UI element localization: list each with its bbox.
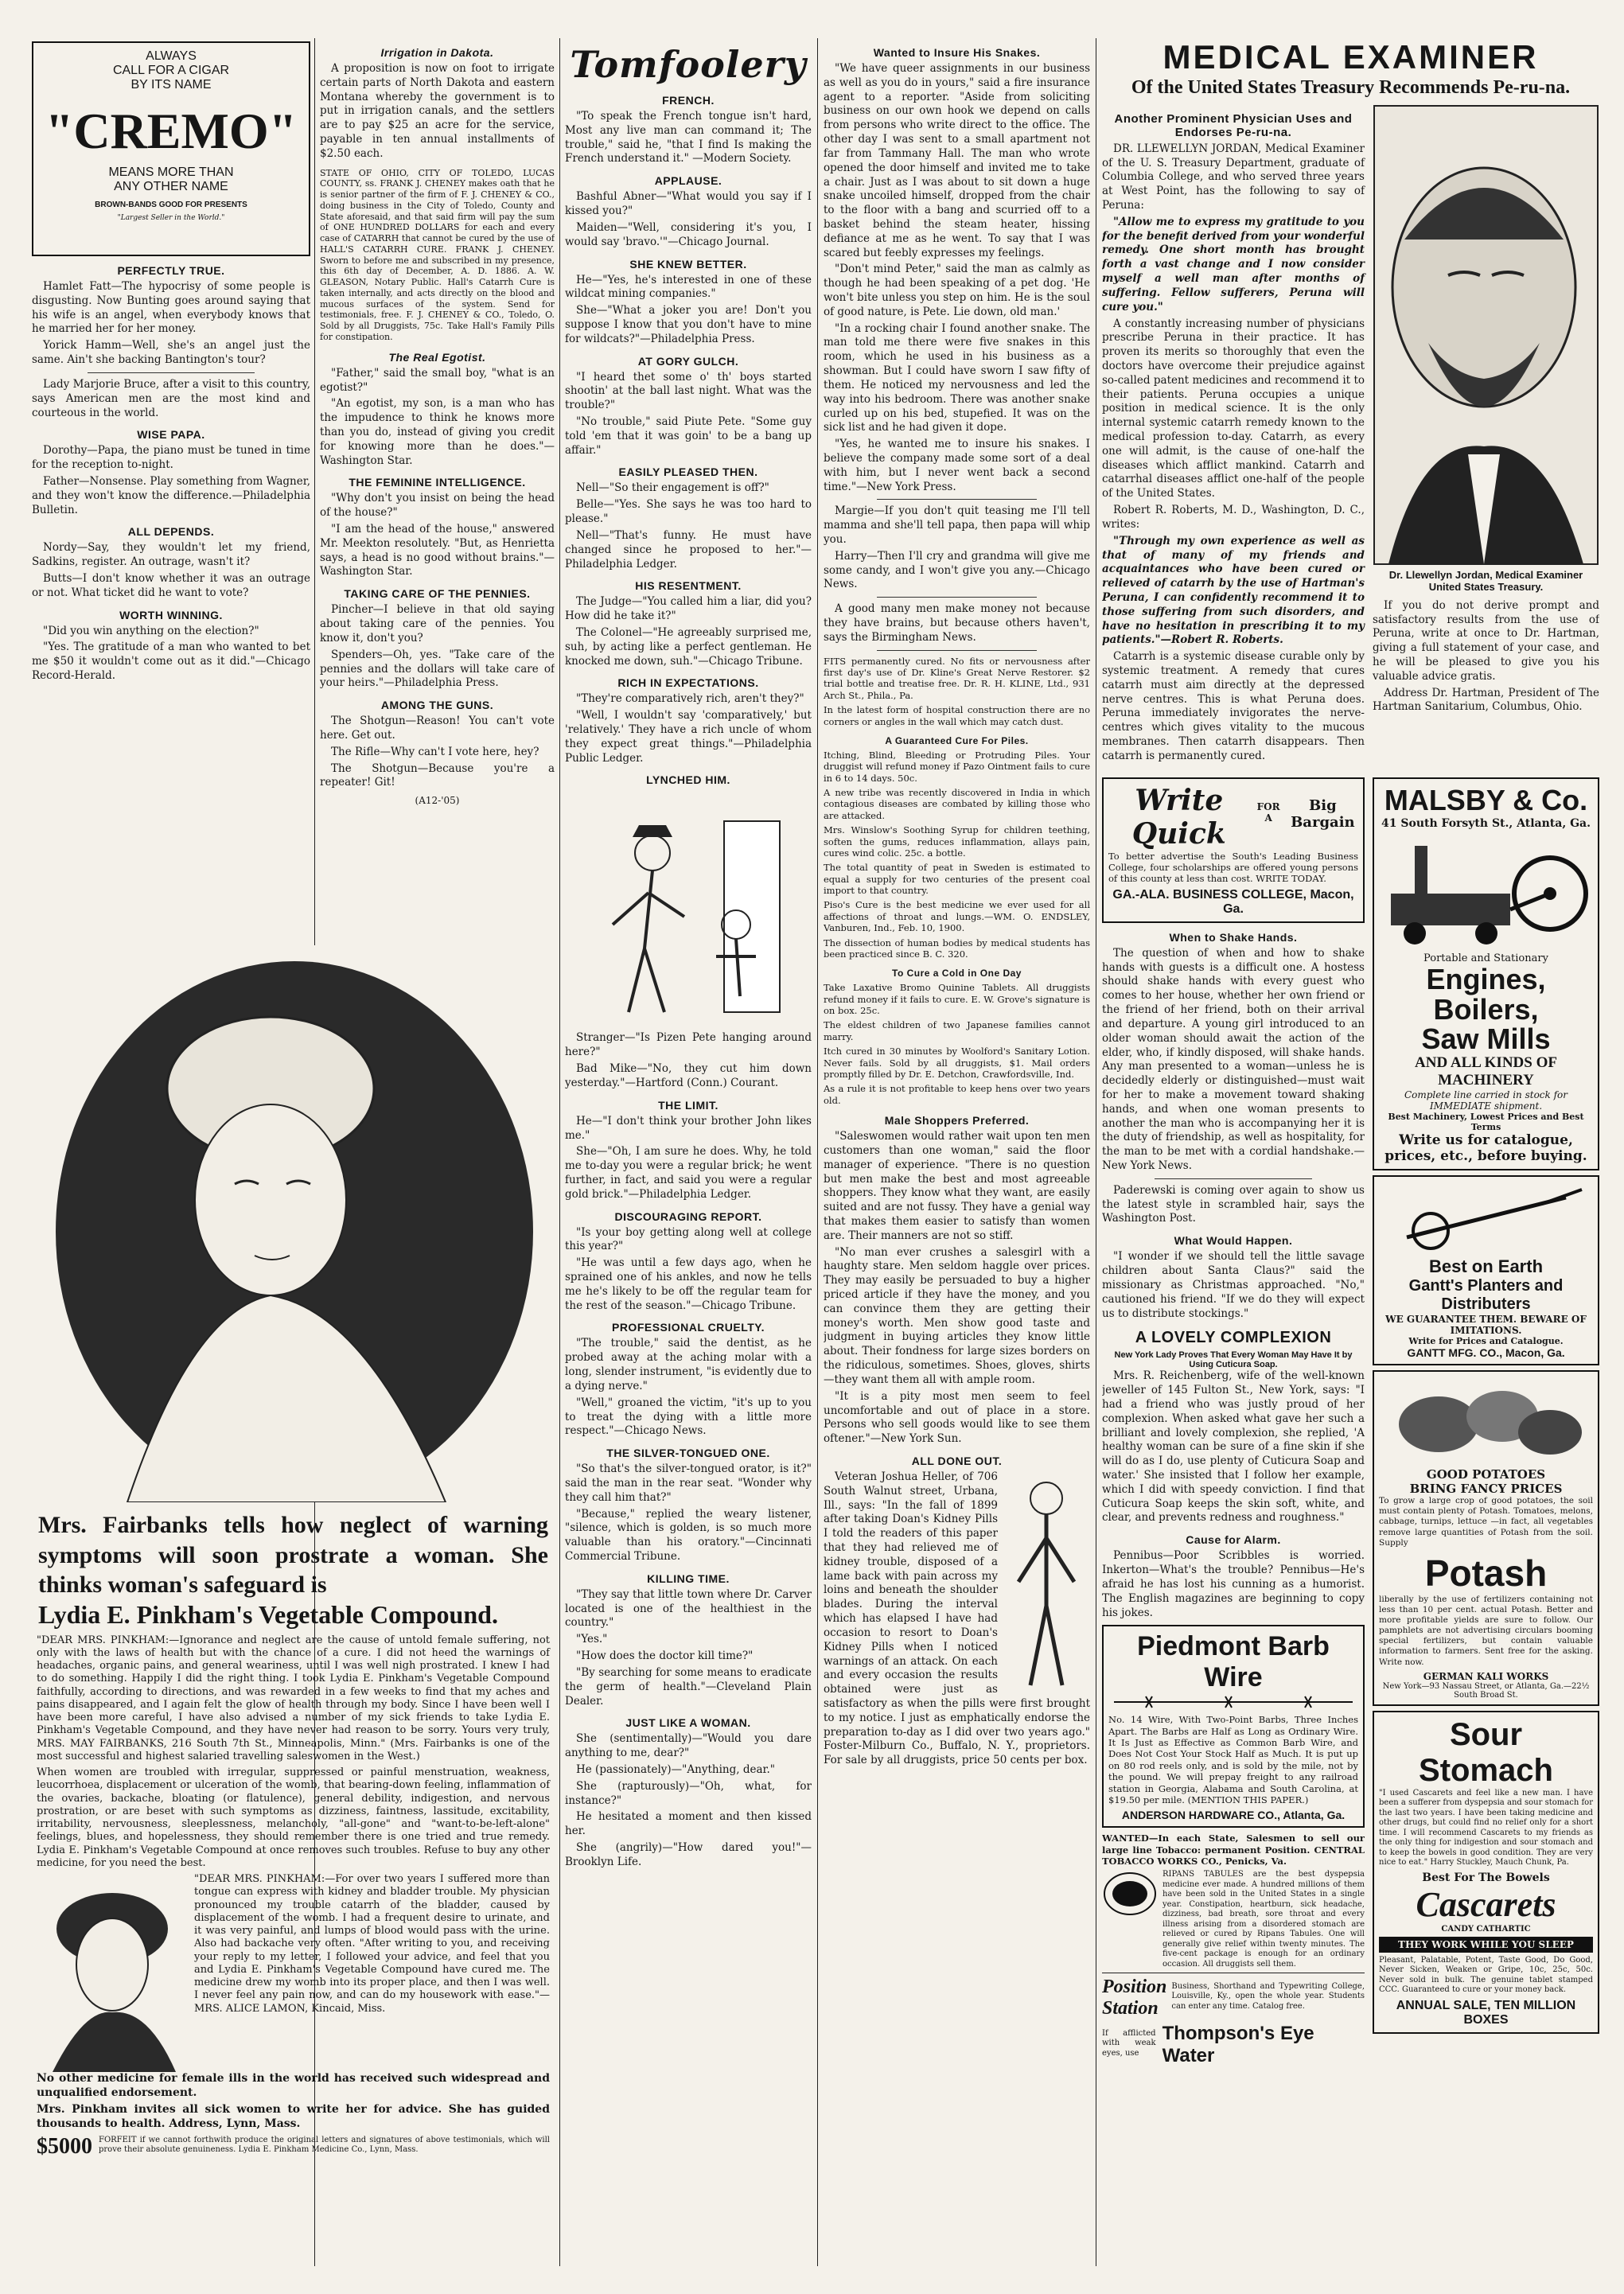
article-text: Paderewski is coming over again to show us the latest style in scrambled hair, says the Washington Post. (1102, 1183, 1365, 1225)
article-text: Yorick Hamm—Well, she's an angel just the same. Ain't she backing Bantington's tour? (32, 339, 310, 367)
article-text: He—"I don't think your brother John likes me." (565, 1114, 812, 1142)
cascarets-brand: Cascarets (1416, 1884, 1556, 1924)
notice-text: Take Laxative Bromo Quinine Tablets. All druggists refund money if it fails to cure. E. W. Grove's signature is on box. 25c. (824, 982, 1090, 1017)
article-text: "Why don't you insist on being the head of the house?" (320, 492, 555, 520)
cascarets-text: Pleasant, Palatable, Potent, Taste Good, Do Good, Never Sicken, Weaken or Gripe, 10c, 25c, 50c. Never sold in bulk. The genuine tablet stamped CCC. Guaranteed to cure or your money back. (1379, 1955, 1593, 1995)
headline: Wanted to Insure His Snakes. (873, 46, 1041, 59)
tomfoolery-title: Tomfoolery (570, 43, 807, 86)
cascarets-title: Sour Stomach (1419, 1716, 1553, 1788)
article-text: A constantly increasing number of physicians prescribe Peruna in their practice. It has proven its merits so thoroughly that even the doctors have overcome their prejudice against so-called patent medicines and recommend it to their patients. Peruna occupies a unique position in medical science. It is the only internal systemic catarrh remedy known to the medical profession to-day. Catarrh, as every one will admit, is the cause of one-half the diseases which afflict mankind. Catarrh and catarrhal diseases afflict one-half of the people of the United States. (1102, 317, 1365, 500)
headline: JUST LIKE A WOMAN. (625, 1716, 751, 1730)
article-text: She (rapturously)—"Oh, what, for instance?" (565, 1779, 812, 1807)
pinkham-text: When women are troubled with irregular, suppressed or painful menstruation, weakness, leucorrhoea, displacement or ulceration of the womb, that bearing-down feeling, inflammation of the ovaries, backache, bloating (or flatulence), general debility, indigestion, and nervous prostration, or are beset with such symptoms as dizziness, faintness, lassitude, excitability, irritability, nervousness, sleeplessness, melancholy, "all-gone" and "want-to-be-left-alone" feelings, blues, and hopelessness, they should remember there is one tried and true remedy. Lydia E. Pinkham's Vegetable Compound at once removes such troubles. Refuse to buy any other medicine, for you need the best. (37, 1766, 550, 1869)
article-text: "So that's the silver-tongued orator, is it?" said the man in the rear seat. "Wonder why they call him that?" (565, 1462, 812, 1504)
article-text: Catarrh is a systemic disease curable only by systemic treatment. A remedy that cures catarrh must aim directly at the depressed nerve centres. This is what Peruna does. Peruna immediately invigorates the nerve-centres which gives vitality to the mucous membranes. Then catarrh disappears. Then catarrh is permanently cured. (1102, 650, 1365, 762)
article-text: "I wonder if we should tell the little savage children about Santa Claus?" said the missionary as Christmas approached. "No," cautioned his friend. "If we do they will expect us to distribute stockings." (1102, 1250, 1365, 1320)
malsby-big: Engines, Boilers, (1426, 962, 1546, 1026)
separator (877, 650, 1037, 651)
notice-text: The total quantity of peat in Sweden is estimated to equal a supply for two centuries of the present coal import to that country. (824, 862, 1090, 897)
gantt-best: Best on Earth (1428, 1256, 1544, 1277)
malsby-text: Complete line carried in stock for IMMEDIATE shipment. (1404, 1089, 1568, 1112)
article-text: "Allow me to express my gratitude to you for the benefit derived from your wonderful remedy. One short month has brought forth a vast change and I now consider myself a well man after months of suffering. Fellow sufferers, Peruna will cure you." (1102, 215, 1365, 314)
article-text: Robert R. Roberts, M. D., Washington, D. C., writes: (1102, 504, 1365, 531)
headline: Cause for Alarm. (1186, 1533, 1281, 1547)
plow-illustration (1383, 1182, 1590, 1253)
article-text: "An egotist, my son, is a man who has the impudence to think he knows more than you do, instead of giving you credit for knowing more than he does."—Washington Star. (320, 397, 555, 467)
ad-for: FOR A (1256, 800, 1280, 824)
headline: A Guaranteed Cure For Piles. (885, 734, 1029, 746)
ad-name: ANDERSON HARDWARE CO., Atlanta, Ga. (1121, 1809, 1346, 1822)
article-text: "Yes." (576, 1633, 608, 1646)
notice-text: The eldest children of two Japanese families cannot marry. (824, 1019, 1090, 1042)
headline: THE LIMIT. (658, 1098, 719, 1112)
article-text: "I heard thet some o' th' boys started shootin' at the ball last night. What was the trouble?" (565, 370, 812, 412)
article-text: "They say that little town where Dr. Carver located is one of the healthiest in the country." (565, 1587, 812, 1630)
article-text: Harry—Then I'll cry and grandma will give me some candy, and I won't give you any.—Chicago News. (824, 549, 1090, 591)
article-text: The Shotgun—Reason! You can't vote here. Get out. (320, 715, 555, 742)
article-text: "He was until a few days ago, when he sprained one of his ankles, and now he tells me he's likely to be off the regular team for the rest of the season."—Chicago Tribune. (565, 1256, 812, 1312)
article-text: "We have queer assignments in our business as well as you do in yours," said a fire insurance agent to a reporter. "Aside from soliciting business on our own hook we depend on calls from persons who write direct to the office. The other day I was sent to a small apartment not far from Tammany Hall. The man who wrote opened the door himself and invited me to take a chair. Just as I was about to sit down a huge snake uncoiled himself, dropped from the chair to the floor with a bang and scurried off to a basket behind the steam heater, hissing defiance at me as he went. To say that I was scared but feebly expresses my feelings. (824, 62, 1090, 259)
column-2 (320, 38, 555, 937)
article-text: Veteran Joshua Heller, of 706 South Walnut street, Urbana, Ill., says: "In the fall of 1899 after taking Doan's Kidney Pills I told the readers of this paper that they had relieved me of kidney trouble, disposed of a lame back with pain across my loins and beneath the shoulder blades. During the interval which has elapsed I have had occasion to resort to Doan's Kidney Pills when I noticed warnings of an attack. On each and every occasion the results obtained were just as satisfactory as when the pills were first brought to my notice. I just as emphatically endorse the preparation to-day as I did over two years ago." Foster-Milburn Co., Buffalo, N. Y., proprietors. For sale by all druggists, price 50 cents per box. (824, 1470, 1090, 1767)
ad-line: "Largest Seller in the World." (117, 214, 225, 222)
article-text: "I am the head of the house," answered Mr. Meekton resolutely. "But, as Henrietta says, a head is no good without brains."—Washington Star. (320, 523, 555, 578)
cartoon-illustration (565, 789, 812, 1028)
article-text: "Well, I wouldn't say 'comparatively,' but 'relatively.' They have a rich uncle of whom they expect great things."—Philadelphia Public Ledger. (565, 709, 812, 765)
article-text: Bad Mike—"No, they cut him down yesterday."—Hartford (Conn.) Courant. (565, 1062, 812, 1089)
potash-h: GOOD POTATOES (1426, 1467, 1546, 1482)
article-text: Address Dr. Hartman, President of The Hartman Sanitarium, Columbus, Ohio. (1373, 686, 1599, 714)
article-text: The Shotgun—Because you're a repeater! Git! (320, 761, 555, 789)
ad-line: ALWAYS (146, 49, 197, 63)
malsby-big: Saw Mills (1421, 1022, 1551, 1056)
tobacco-notice: WANTED—In each State, Salesmen to sell our large line Tobacco: permanent Position. CENTRAL TOBACCO WORKS CO., Penicks, Va. (1102, 1832, 1365, 1868)
notice-text: As a rule it is not profitable to keep hens over two years old. (824, 1083, 1090, 1106)
article-text: "Well," groaned the victim, "it's up to you to treat the dying with a little more respect."—Chicago News. (565, 1396, 812, 1438)
article-text: She (angrily)—"How dared you!"—Brooklyn Life. (565, 1841, 812, 1868)
headline: PROFESSIONAL CRUELTY. (611, 1321, 765, 1334)
forfeit-amount: $5000 (37, 2134, 92, 2159)
separator (877, 499, 1037, 500)
article-text: If you do not derive prompt and satisfactory results from the use of Peruna, write at once to Dr. Hartman, giving a full statement of your case, and he will be pleased to give you his valuable advice gratis. (1373, 598, 1599, 683)
headline: Another Prominent Physician Uses and Endorses Pe-ru-na. (1114, 111, 1353, 139)
cascarets-best: Best For The Bowels (1422, 1871, 1550, 1884)
separator (88, 372, 255, 373)
article-text: Pennibus—Poor Scribbles is worried. Inkerton—What's the trouble? Pennibus—He's afraid he has lost his cunning as a humorist. The English magazines are beginning to copy his jokes. (1102, 1549, 1365, 1619)
malsby-title: MALSBY & Co. (1384, 783, 1588, 816)
potash-big: Potash (1424, 1552, 1548, 1594)
malsby-ad (1373, 777, 1599, 1170)
potatoes-illustration (1383, 1377, 1590, 1464)
article-text: The Judge—"You called him a liar, did you? How did he take it?" (565, 595, 812, 623)
notice-text: The dissection of human bodies by medical students has been practiced since B. C. 320. (824, 937, 1090, 960)
gantt-name: GANTT MFG. CO., Macon, Ga. (1407, 1346, 1565, 1360)
potash-addr: New York—93 Nassau Street, or Atlanta, Ga.—22½ South Broad St. (1382, 1681, 1590, 1700)
headline: The Real Egotist. (388, 350, 486, 364)
article-text: "Saleswomen would rather wait upon ten men customers than one woman," said the floor manager of experience. "There is no question but men make the best and most agreeable shoppers. They know what they want, are easily suited and are not fussy. They have a genial way that makes them easier to satisfy than women are. Their manners are not so stiff. (824, 1130, 1090, 1242)
headline: To Cure a Cold in One Day (892, 968, 1022, 980)
notice-text: A new tribe was recently discovered in India in which contagious diseases are combated by killing those who are attacked. (824, 787, 1090, 821)
article-text: Bashful Abner—"What would you say if I kissed you?" (565, 190, 812, 218)
headline: A LOVELY COMPLEXION (1135, 1329, 1332, 1347)
column-3 (565, 38, 812, 2266)
pinkham-letter: "DEAR MRS. PINKHAM:—For over two years I suffered more than tongue can express with kidney and bladder trouble. My physician pronounced my trouble catarrh of the bladder, caused by displacement of the womb. I had a frequent desire to urinate, and it was very painful, and lumps of blood would pass with the urine. Also had backache very often. "After writing to you, and receiving your reply to my letter, I followed your advice, and feel that you and Lydia E. Pinkham's Vegetable Compound have cured me. The medicine drew my womb into its proper place, and then I was well. I never feel any pain now, and can do my housework with ease."—MRS. ALICE LAMON, Kincaid, Miss. (194, 1873, 550, 2015)
pinkham-footer: Mrs. Pinkham invites all sick women to write her for advice. She has guided thousands to health. Address, Lynn, Mass. (37, 2103, 550, 2130)
pinkham-footer: No other medicine for female ills in the world has received such widespread and unqualified endorsement. (37, 2072, 550, 2099)
article-text: "Father," said the small boy, "what is an egotist?" (320, 366, 555, 394)
article-text: She—"What a joker you are! Don't you suppose I know that you don't have to mine for wildcats?"—Philadelphia Press. (565, 304, 812, 345)
eye-water-name: Thompson's Eye Water (1162, 2023, 1314, 2067)
article-text: He (passionately)—"Anything, dear." (576, 1762, 775, 1776)
ad-line: CALL FOR A CIGAR (112, 64, 230, 77)
gantt-title: Gantt's Planters and Distributers (1408, 1277, 1564, 1314)
ad-line: BROWN-BANDS GOOD FOR PRESENTS (95, 201, 247, 209)
potash-text: To grow a large crop of good potatoes, the soil must contain plenty of Potash. Tomatoes, melons, cabbage, turnips, lettuce —in fact, all vegetables remove large quantities of Potash from the soil. Supply (1379, 1496, 1593, 1548)
ripans-logo-icon (1102, 1870, 1158, 1918)
ad-line: ANY OTHER NAME (114, 180, 228, 193)
headline: ALL DEPENDS. (127, 525, 215, 539)
article-text: DR. LLEWELLYN JORDAN, Medical Examiner of the U. S. Treasury Department, graduate of Columbia College, and who served three years at West Point, has the following to say of Peruna: (1102, 142, 1365, 212)
column-rule (559, 38, 560, 2266)
ad-big-bargain: Big Bargain (1291, 796, 1355, 831)
barbed-wire-icon (1114, 1693, 1353, 1711)
cascarets-tag: CANDY CATHARTIC (1441, 1924, 1531, 1934)
headline: WORTH WINNING. (119, 608, 223, 621)
article-text: Spenders—Oh, yes. "Take care of the pennies and the dollars will take care of your heirs."—Philadelphia Press. (320, 648, 555, 690)
print-code: (A12-'05) (415, 795, 460, 807)
headline: PERFECTLY TRUE. (117, 264, 225, 277)
headline: LYNCHED HIM. (646, 773, 730, 787)
newspaper-page (32, 38, 1599, 2266)
notice-text: Itch cured in 30 minutes by Woolford's Sanitary Lotion. Never fails. Sold by all druggists, $1. Mail orders promptly filled by Dr. E. Detchon, Crawfordsville, Ind. (824, 1046, 1090, 1080)
article-text: "Yes. The gratitude of a man who wanted to bet me $50 it wouldn't come out as it did."—Chicago Record-Herald. (32, 641, 310, 683)
gantt-ad (1373, 1175, 1599, 1365)
ripans-text: RIPANS TABULES are the best dyspepsia medicine ever made. A hundred millions of them have been sold in the United States in a single year. Constipation, heartburn, sick headache, dizziness, bad breath, sore throat and every illness arising from a disordered stomach are relieved or cured by Ripans Tabules. One will generally give relief within twenty minutes. The five-cent package is enough for an ordinary occasion. All druggists sell them. (1163, 1870, 1365, 1969)
article-text: Margie—If you don't quit teasing me I'll tell mamma and she'll tell papa, then papa will whip you. (824, 504, 1090, 546)
article-text: "No trouble," said Piute Pete. "Some guy told 'em that it was goin' to be a bang up affair." (565, 415, 812, 457)
medical-examiner-title: MEDICAL EXAMINER (1163, 38, 1539, 76)
article-text: "It is a pity most men seem to feel uncomfortable and out of place in a store. Persons who sell goods would like to see them oftener."—New York Sun. (824, 1389, 1090, 1446)
headline: HIS RESENTMENT. (635, 579, 742, 593)
headline: APPLAUSE. (654, 174, 722, 188)
article-text: "They're comparatively rich, aren't they?" (576, 692, 804, 706)
notice-text: In the latest form of hospital construction there are no corners or angles in the wall which may catch dust. (824, 704, 1090, 727)
separator (1155, 1178, 1312, 1179)
ad-name: GA.-ALA. BUSINESS COLLEGE, Macon, Ga. (1112, 887, 1354, 916)
write-quick-script: Write Quick (1131, 783, 1226, 851)
headline: THE FEMININE INTELLIGENCE. (349, 476, 526, 489)
article-text: "No man ever crushes a salesgirl with a haughty stare. Men seldom haggle over prices. They may easily be persuaded to buy a higher priced article if they have the money, and you can convince them they are getting their money's worth. Men show good taste and judgment in buying articles they know little about. Their fondness for large sizes borders on the ridiculous, sometimes. Shoes, gloves, shirts—they want them all with ample room. (824, 1245, 1090, 1386)
article-text: "Did you win anything on the election?" (43, 624, 259, 637)
business-college-ad (1102, 777, 1365, 923)
article-text: Belle—"Yes. She says he was too hard to please." (565, 498, 812, 526)
article-text: He hesitated a moment and then kissed her. (565, 1810, 812, 1838)
cheney-notice: STATE OF OHIO, CITY OF TOLEDO, LUCAS COUNTY, ss. FRANK J. CHENEY makes oath that he is senior partner of the firm of F. J. CHENEY & CO., doing business in the City of Toledo, County and State aforesaid, and that said firm will pay the sum of ONE HUNDRED DOLLARS for each and every case of CATARRH that cannot be cured by the use of HALL'S CATARRH CURE. FRANK J. CHENEY. Sworn to before me and subscribed in my presence, this 6th day of December, A. D. 1886. A. W. GLEASON, Notary Public. Hall's Catarrh Cure is taken internally, and acts directly on the blood and mucous surfaces of the system. Send for testimonials, free. F. J. CHENEY & CO., Toledo, O. Sold by all Druggists, 75c. Take Hall's Family Pills for constipation. (320, 167, 555, 342)
cremo-brand: "CREMO" (45, 103, 298, 159)
potash-name: GERMAN KALI WORKS (1423, 1670, 1549, 1682)
headline: Irrigation in Dakota. (380, 46, 494, 59)
medical-examiner-sub: Of the United States Treasury Recommends Pe-ru-na. (1131, 77, 1571, 98)
article-text: Nordy—Say, they wouldn't let my friend, Sadkins, register. An outrage, wasn't it? (32, 541, 310, 569)
article-text: Stranger—"Is Pizen Pete hanging around here?" (565, 1031, 812, 1059)
article-text: Pincher—I believe in that old saying about taking care of the pennies. You know it, don't you? (320, 603, 555, 645)
article-text: A good many men make money not because they have brains, but because others haven't, says the Birmingham News. (824, 602, 1090, 644)
station-title: Position Station (1102, 1977, 1167, 2019)
separator (877, 597, 1037, 598)
notice-text: Piso's Cure is the best medicine we ever used for all affections of throat and lungs.—WM. O. ENDSLEY, Vanburen, Ind., Feb. 10, 1900. (824, 899, 1090, 934)
eye-small: If afflicted with weak eyes, use (1102, 2028, 1156, 2058)
article-text: Lady Marjorie Bruce, after a visit to this country, says American men are the most kind and courteous in the world. (32, 377, 310, 419)
column-4 (824, 38, 1090, 2266)
cascarets-text: "I used Cascarets and feel like a new man. I have been a sufferer from dyspepsia and sour stomach for the last two years. I have been taking medicine and other drugs, but could find no relief only for a short time. I will recommend Cascarets to my friends as the only thing for indigestion and sour stomach and to keep the bowels in good condition. They are very nice to eat." Harry Stuckley, Mauch Chunk, Pa. (1379, 1788, 1593, 1868)
headline: KILLING TIME. (647, 1572, 730, 1585)
cascarets-band: THEY WORK WHILE YOU SLEEP (1379, 1937, 1593, 1953)
cremo-cigar-ad (32, 41, 310, 256)
column-5 (1102, 38, 1599, 2266)
barb-wire-title: Piedmont Barb Wire (1137, 1631, 1330, 1693)
article-text: "Yes, he wanted me to insure his snakes. I believe the company made some sort of a deal with him, but I never went back a second time."—New York Press. (824, 438, 1090, 493)
article-text: "Is your boy getting along well at college this year?" (565, 1225, 812, 1253)
article-text: A proposition is now on foot to irrigate certain parts of North Dakota and eastern Montana whereby the government is to put in irrigation canals, and the settlers are to pay $25 an acre for the service, payable in ten annual installments of $2.50 each. (320, 62, 555, 160)
article-text: She (sentimentally)—"Would you dare anything to me, dear?" (565, 1732, 812, 1760)
malsby-text: Write us for catalogue, prices, etc., before buying. (1384, 1132, 1587, 1165)
notice-text: FITS permanently cured. No fits or nervousness after first day's use of Dr. Kline's Great Nerve Restorer. $2 trial bottle and treatise free. Dr. R. H. KLINE, Ltd., 931 Arch St., Phila., Pa. (824, 655, 1090, 701)
headline: TAKING CARE OF THE PENNIES. (344, 587, 531, 601)
article-text: Hamlet Fatt—The hypocrisy of some people is disgusting. Now Bunting goes around saying that his wife is an angel, when everybody knows that he married her for her money. (32, 280, 310, 336)
article-text: "By searching for some means to eradicate the germ of health."—Cleveland Plain Dealer. (565, 1665, 812, 1708)
article-text: Mrs. R. Reichenberg, wife of the well-known jeweller of 145 Fulton St., New York, says: "I had a friend who was justly proud of her complexion. When asked what gave her such a brilliant and lovely complexion, she replied, 'A healthy woman can be sure of a fine skin if she will do as I do, use plenty of Cuticura Soap and water.' She insisted that I follow her example, which I did with speedy conviction. I find that Cuticura Soap keeps the skin soft, white, and clear, and prevents redness and roughness." (1102, 1369, 1365, 1525)
pinkham-letter: "DEAR MRS. PINKHAM:—Ignorance and neglect are the cause of untold female suffering, not only with the laws of health but with the chance of a cure. I did not heed the warnings of headaches, organic pains, and general weariness, until I was well nigh prostrated. I knew I had to do something. Happily I did the right thing. I took Lydia E. Pinkham's Vegetable Compound faithfully, according to directions, and was rewarded in a few weeks to find that my aches and pains disappeared, and I again felt the glow of health through my body. Since I have been well I have been more careful, I have also advised a number of my sick friends to take Lydia E. Pinkham's Vegetable Compound, and they have never had reason to be sorry. Yours very truly, MRS. MAY FAIRBANKS, 216 South 7th St., Minneapolis, Minn." (Mrs. Fairbanks is one of the most successful and highest salaried travelling saleswomen in the West.) (37, 1634, 550, 1762)
article-text: She—"Oh, I am sure he does. Why, he told me to-day you were a regular brick; he went further, in fact, and said you were a regular gold brick."—Philadelphia Ledger. (565, 1145, 812, 1201)
headline: When to Shake Hands. (1169, 930, 1298, 944)
article-text: Father—Nonsense. Play something from Wagner, and they won't know the difference.—Philadelphia Bulletin. (32, 474, 310, 516)
article-text: "To speak the French tongue isn't hard, Most any live man can command it; The trouble," said he, "that I find Is making the French understand it." —Modern Society. (565, 110, 812, 166)
ad-text: No. 14 Wire, With Two-Point Barbs, Three Inches Apart. The Barbs are Half as Long as Ordinary Wire. It Is Just as Effective as Common Barb Wire, and Does Not Cost Your Stock Half as Much. It is put up on 80 rod reels only, and is sold by the mile, not by the pound. We will prepay freight to any railroad station in Georgia, Alabama and South Carolina, at $19.50 per mile. (MENTION THIS PAPER.) (1108, 1714, 1358, 1805)
column-rule (817, 38, 818, 2266)
headline: THE SILVER-TONGUED ONE. (606, 1447, 770, 1460)
article-text: "Because," replied the weary listener, "silence, which is golden, is so much more valuable than his oratory."—Cincinnati Commercial Tribune. (565, 1507, 812, 1563)
malsby-big: AND ALL KINDS OF MACHINERY (1415, 1054, 1557, 1089)
woman-portrait-illustration (32, 945, 555, 1502)
potash-ad (1373, 1370, 1599, 1706)
malsby-addr: 41 South Forsyth St., Atlanta, Ga. (1381, 816, 1591, 830)
headline: EASILY PLEASED THEN. (618, 465, 758, 479)
article-text: Butts—I don't know whether it was an outrage or not. What ticket did he want to vote? (32, 572, 310, 599)
potash-text: liberally by the use of fertilizers containing not less than 10 per cent. actual Potash. Better and more profitable yields are sure to follow. Our pamphlets are not advertising circulars booming special fertilizers, but contain valuable information to farmers. Sent free for the asking. Write now. (1379, 1594, 1593, 1667)
article-text: "In a rocking chair I found another snake. The man told me there were five snakes in this room, which he used in his business as a showman. But I could have sworn I saw fifty of them. He noticed my nervousness and led the way into his bedroom. There was another snake curled up on his bed, stupefied. It was on the sick list and he had given it dope. (824, 321, 1090, 434)
headline: AT GORY GULCH. (637, 354, 739, 368)
pinkham-caption: Mrs. Fairbanks tells how neglect of warning symptoms will soon prostrate a woman. She thinks woman's safeguard is (38, 1512, 548, 1598)
gantt-text: Write for Prices and Catalogue. (1408, 1336, 1564, 1347)
notice-text: Itching, Blind, Bleeding or Protruding Piles. Your druggist will refund money if Pazo Ointment fails to cure in 6 to 14 days. 50c. (824, 749, 1090, 784)
potash-h: BRING FANCY PRICES (1409, 1482, 1563, 1497)
ad-line: MEANS MORE THAN (108, 166, 234, 179)
headline: FRENCH. (662, 94, 715, 107)
ad-line: BY ITS NAME (130, 78, 212, 92)
malsby-text: Best Machinery, Lowest Prices and Best Terms (1388, 1112, 1584, 1133)
woman-portrait-small (37, 1873, 188, 2072)
doctor-portrait (1373, 104, 1599, 566)
article-text: The Rifle—Why can't I vote here, hey? (331, 745, 539, 758)
station-text: Business, Shorthand and Typewriting College, Louisville, Ky., open the whole year. Students can enter any time. Catalog free. (1171, 1981, 1365, 2011)
steam-engine-illustration (1383, 830, 1590, 949)
headline: RICH IN EXPECTATIONS. (617, 676, 759, 690)
headline: SHE KNEW BETTER. (629, 257, 747, 271)
subheadline: New York Lady Proves That Every Woman May Have It by Using Cuticura Soap. (1114, 1350, 1353, 1370)
forfeit-text: FORFEIT if we cannot forthwith produce the original letters and signatures of above testimonials, which will prove their absolute genuineness. Lydia E. Pinkham Medicine Co., Lynn, Mass. (99, 2135, 550, 2154)
headline: Male Shoppers Preferred. (884, 1114, 1030, 1128)
barb-wire-ad (1102, 1625, 1365, 1828)
article-text: "How does the doctor kill time?" (576, 1649, 754, 1663)
headline: ALL DONE OUT. (911, 1454, 1003, 1467)
ad-text: To better advertise the South's Leading Business College, four scholarships are offered young persons of this county at less than cost. WRITE TODAY. (1108, 850, 1358, 885)
headline: AMONG THE GUNS. (380, 699, 494, 712)
article-text: He—"Yes, he's interested in one of these wildcat mining companies." (565, 273, 812, 301)
headline: WISE PAPA. (137, 428, 205, 442)
veteran-illustration (1003, 1470, 1090, 1693)
cascarets-ad (1373, 1711, 1599, 2034)
article-text: "Through my own experience as well as that of many of my friends and acquaintances who have been cured or relieved of catarrh by the use of Hartman's Peruna, I can confidently recommend it to those suffering from such disorders, and have no hesitation in prescribing it to my patients."—Robert R. Roberts. (1102, 534, 1365, 647)
cascarets-annual: ANNUAL SALE, TEN MILLION BOXES (1396, 1998, 1576, 2027)
article-text: Nell—"So their engagement is off?" (576, 481, 769, 495)
malsby-sub: Portable and Stationary (1423, 952, 1548, 964)
article-text: Nell—"That's funny. He must have changed since he proposed to her."—Philadelphia Ledger. (565, 528, 812, 571)
article-text: The question of when and how to shake hands with guests is a difficult one. A hostess should shake hands with every guest who comes to her house, whether her own friend or the friend of her friend, both on their arrival and departure. A young girl introduced to an older woman should await the action of the elder, who, if kindly disposed, will shake hands. Any man presented to a woman—unless he is decidedly elderly or distinguished—must wait for her to make a movement toward shaking hands, and when one woman presents to another the man who is accompanying her it is the duty of friendship, as well as hospitality, for the man to be met with a cordial handshake.—New York News. (1102, 946, 1365, 1173)
headline: DISCOURAGING REPORT. (614, 1209, 762, 1223)
article-text: The Colonel—"He agreeably surprised me, suh, by acting like a perfect gentleman. He knocked me down, suh."—Chicago Tribune. (565, 625, 812, 668)
headline: What Would Happen. (1174, 1234, 1293, 1248)
portrait-caption: Dr. Llewellyn Jordan, Medical Examiner United States Treasury. (1388, 568, 1583, 593)
gantt-text: WE GUARANTEE THEM. BEWARE OF IMITATIONS. (1385, 1314, 1587, 1337)
article-text: "The trouble," said the dentist, as he probed away at the aching molar with a long, slender instrument, "is evidently due to a dying nerve." (565, 1337, 812, 1392)
article-text: Maiden—"Well, considering it's you, I would say 'bravo.'"—Chicago Journal. (565, 220, 812, 248)
article-text: "Don't mind Peter," said the man as calmly as though he had been speaking of a pet dog. 'He won't bite unless you step on him. He is the soul of good nature, is Pete. Lie down, old man.' (824, 263, 1090, 318)
pinkham-ad (32, 945, 555, 2266)
notice-text: Mrs. Winslow's Soothing Syrup for children teething, soften the gums, reduces inflammation, allays pain, cures wind colic. 25c. a bottle. (824, 824, 1090, 859)
article-text: Dorothy—Papa, the piano must be tuned in time for the reception to-night. (32, 444, 310, 472)
pinkham-product: Lydia E. Pinkham's Vegetable Compound. (38, 1599, 498, 1629)
